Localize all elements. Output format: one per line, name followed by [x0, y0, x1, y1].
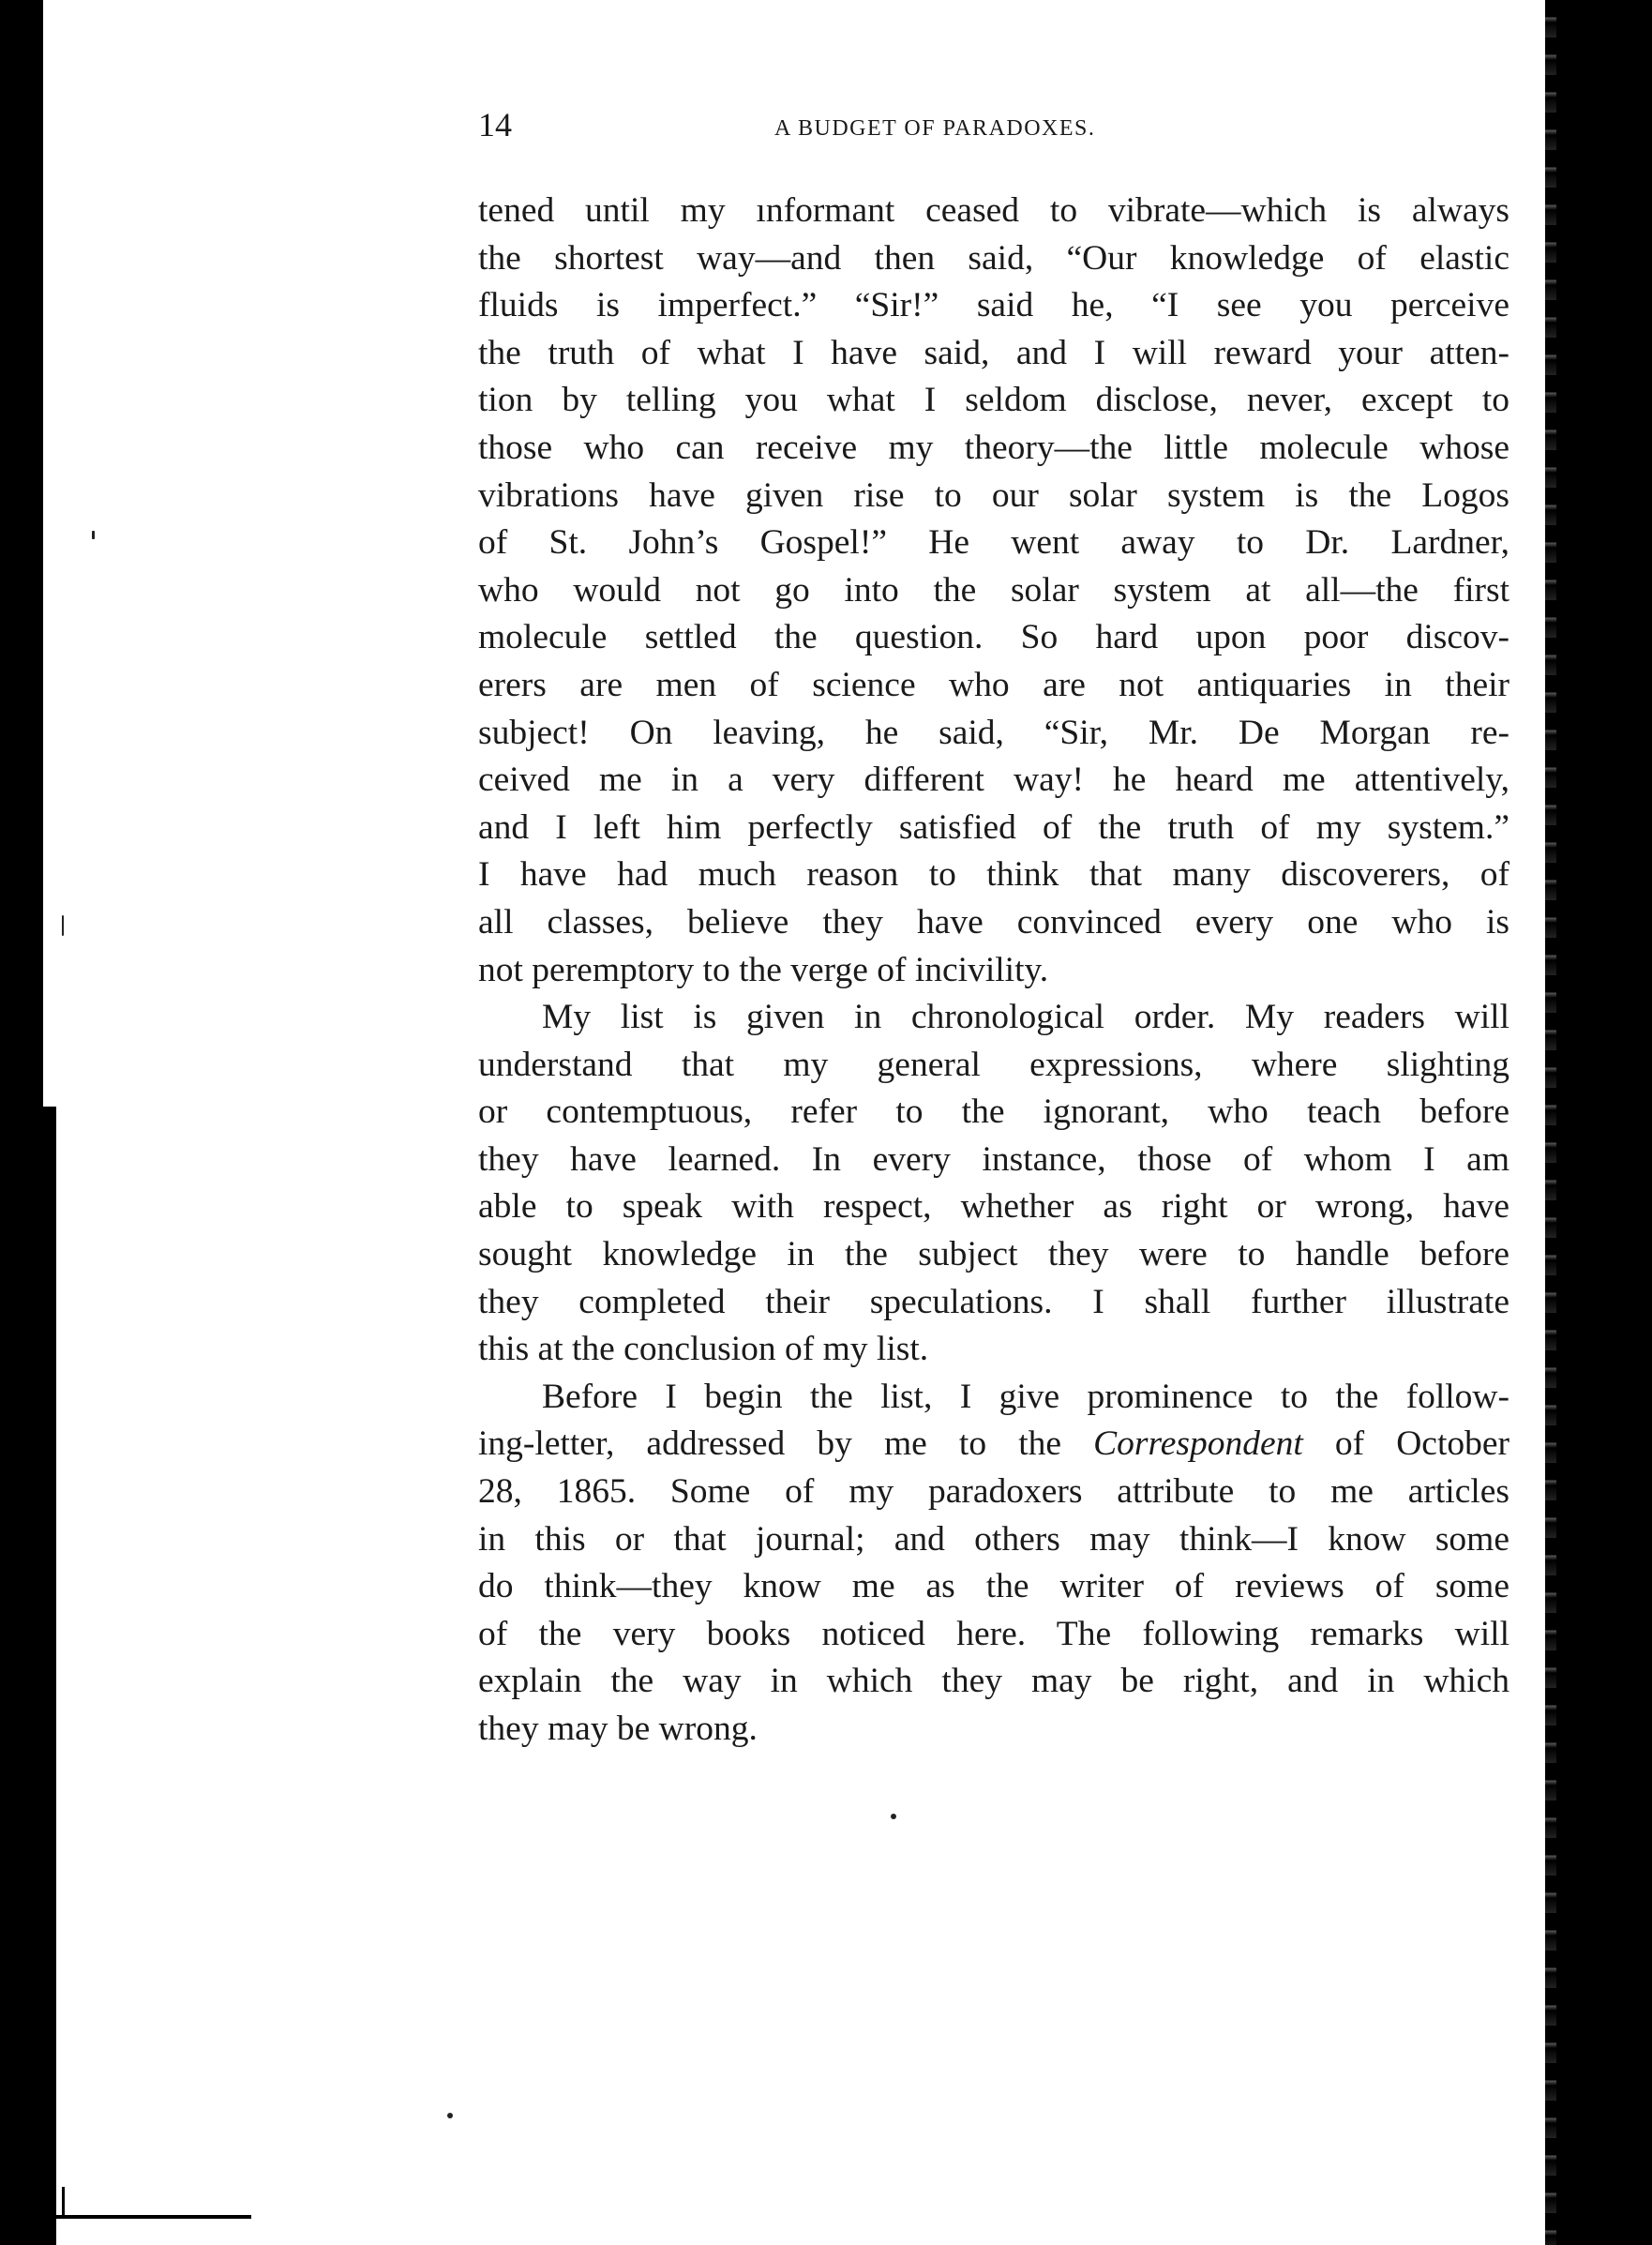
- text-line: all classes, believe they have convinced every one who is: [478, 902, 1509, 942]
- page-number: 14: [478, 106, 512, 143]
- text-line: the truth of what I have said, and I will reward your atten-: [478, 333, 1509, 372]
- text-line: able to speak with respect, whether as right or wrong, have: [478, 1187, 1509, 1227]
- text-line: understand that my general expressions, where slighting: [478, 1045, 1509, 1084]
- scan-edge-right: [1556, 0, 1652, 2245]
- text-line: tion by telling you what I seldom disclose, never, except to: [478, 381, 1509, 420]
- body-text: [478, 188, 1509, 1754]
- running-title: A BUDGET OF PARADOXES.: [774, 116, 1096, 141]
- text-line: 28, 1865. Some of my paradoxers attribute to me articles: [478, 1472, 1509, 1512]
- text-line: those who can receive my theory—the little molecule whose: [478, 428, 1509, 467]
- text-line: explain the way in which they may be right, and in which: [478, 1662, 1509, 1701]
- text-line: in this or that journal; and others may think—I know some: [478, 1519, 1509, 1559]
- text-line: fluids is imperfect.” “Sir!” said he, “I see you perceive: [478, 286, 1509, 325]
- text-line: of St. John’s Gospel!” He went away to Dr. Lardner,: [478, 523, 1509, 563]
- scan-speck: [92, 531, 95, 539]
- italic-title: Correspondent: [1093, 1424, 1303, 1464]
- text-line: I have had much reason to think that many discoverers, of: [478, 855, 1509, 895]
- scan-speck: [891, 1814, 896, 1819]
- text-line: tened until my ınformant ceased to vibrate—which is always: [478, 191, 1509, 230]
- paragraph-first-line: My list is given in chronological order. My readers will: [542, 998, 1509, 1037]
- scan-mark-line: [56, 2215, 251, 2219]
- text-line: sought knowledge in the subject they were to handle before: [478, 1235, 1509, 1274]
- text-line: do think—they know me as the writer of reviews of some: [478, 1567, 1509, 1606]
- scan-speck: [447, 2113, 453, 2118]
- scan-mark-tick: [62, 2187, 65, 2215]
- text-line: erers are men of science who are not antiquaries in their: [478, 665, 1509, 704]
- text-line: subject! On leaving, he said, “Sir, Mr. De Morgan re-: [478, 713, 1509, 752]
- text-line: molecule settled the question. So hard upon poor discov-: [478, 618, 1509, 657]
- running-head: [478, 101, 1509, 148]
- text-line: vibrations have given rise to our solar system is the Logos: [478, 475, 1509, 515]
- text-line: the shortest way—and then said, “Our knowledge of elastic: [478, 238, 1509, 278]
- text-line: or contemptuous, refer to the ignorant, who teach before: [478, 1092, 1509, 1132]
- text-line: who would not go into the solar system at all—the first: [478, 570, 1509, 610]
- text-run: of October: [1302, 1424, 1510, 1464]
- scan-edge-left-lower: [0, 1107, 56, 2245]
- text-line: this at the conclusion of my list.: [478, 1330, 929, 1369]
- scan-speck: [62, 915, 64, 936]
- text-line: they may be wrong.: [478, 1710, 758, 1748]
- text-line: of the very books noticed here. The following remarks will: [478, 1614, 1509, 1653]
- text-line: they have learned. In every instance, those of whom I am: [478, 1139, 1509, 1179]
- paragraph-first-line: Before I begin the list, I give prominence to the follow-: [542, 1377, 1509, 1416]
- text-line: not peremptory to the verge of incivility.: [478, 950, 1049, 989]
- text-line: and I left him perfectly satisfied of the truth of my system.”: [478, 807, 1509, 847]
- scan-edge-left: [0, 0, 43, 1107]
- text-line-with-italic: [478, 1421, 1509, 1469]
- text-run: ing-letter, addressed by me to the: [478, 1424, 1094, 1464]
- text-line: they completed their speculations. I shall further illustrate: [478, 1282, 1509, 1321]
- text-line: ceived me in a very different way! he heard me attentively,: [478, 761, 1509, 800]
